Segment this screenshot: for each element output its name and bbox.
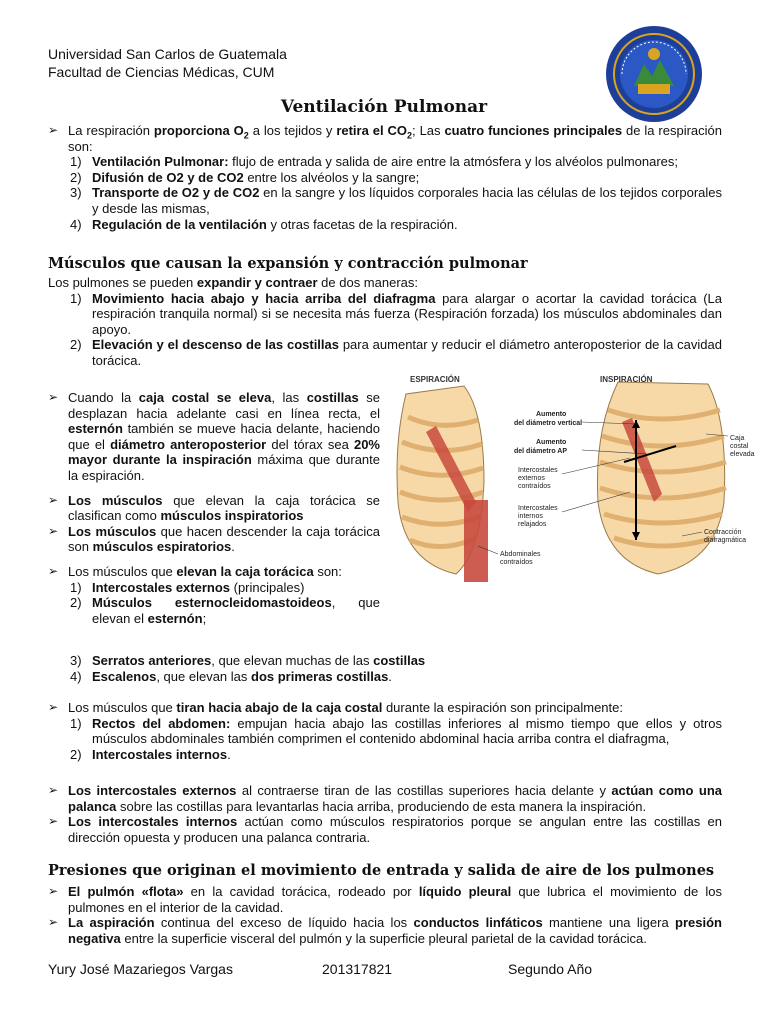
label-aumento-vertical: Aumento del diámetro vertical [514, 411, 583, 427]
arrow-bullet-icon: ➢ [48, 915, 59, 930]
footer-author: Yury José Mazariegos Vargas [48, 961, 233, 977]
inspiration-thorax-illustration [597, 375, 726, 574]
document-title: Ventilación Pulmonar [280, 97, 488, 117]
inspiration-label: INSPIRACIÓN [600, 375, 653, 384]
respiration-diagram [386, 362, 768, 592]
rib-elevation-bullets: ➢ Cuando la caja costal se eleva, las costillas se desplazan hacia adelante casi en línea recta, el esternón también se mueve hacia delante, haciendo que el diámetro anteroposterior del tórax sea 20% mayor durante la inspiración máxima que durante la espiración. ➢ Los músculos que elevan la caja torácica se clasifican como músculos inspiratorios ➢ Los músculos que hacen descender la caja torácica son músculos espiratorios. ➢ Los músculos que elevan la caja torácica son: 1) Intercostales externos (principales) 2) Músculos esternocleidomastoideos, que elevan el esternón; [48, 390, 381, 626]
list-item: 1) Ventilación Pulmonar: flujo de entrada y salida de aire entre la atmósfera y los alvéolos pulmonares; [70, 154, 679, 170]
arrow-bullet-icon: ➢ [48, 700, 59, 714]
document-header [48, 45, 287, 81]
list-item: 4) Regulación de la ventilación y otras facetas de la respiración. [70, 216, 458, 232]
list-item: 2) Difusión de O2 y de CO2 entre los alvéolos y la sangre; [70, 169, 420, 185]
expiration-label: ESPIRACIÓN [410, 375, 460, 384]
label-aumento-ap: Aumento del diámetro AP [514, 439, 568, 455]
arrow-bullet-icon: ➢ [48, 123, 59, 137]
list-item: 2) Intercostales internos. [70, 746, 231, 762]
faculty-name: Facultad de Ciencias Médicas, CUM [48, 64, 275, 80]
section-heading-muscles: Músculos que causan la expansión y contracción pulmonar [48, 255, 528, 272]
section-heading-pressures: Presiones que originan el movimiento de entrada y salida de aire de los pulmones [48, 862, 715, 879]
expiration-muscles-block: ➢ Los músculos que tiran hacia abajo de la caja costal durante la espiración son principalmente: 1) Rectos del abdomen: empujan hacia abajo las costillas inferiores al mismo tiempo que ellos y otros músculos abdominales también comprimen el contenido abdominal hacia arriba contra el diafragma, 2) Intercostales internos. [48, 700, 722, 762]
label-abdominales: Abdominales contraídos [500, 551, 541, 566]
arrow-bullet-icon: ➢ [48, 783, 59, 797]
list-item: 1) Rectos del abdomen: empujan hacia abajo las costillas inferiores al mismo tiempo que ellos y otros músculos abdominales también comprimen el contenido abdominal hacia arriba contra el diafragma, [70, 715, 722, 747]
label-intercostales-internos: Intercostales internos relajados [518, 505, 558, 528]
rib-elevation-list-cont [48, 653, 722, 684]
arrow-bullet-icon: ➢ [48, 523, 59, 538]
footer-year: Segundo Año [508, 961, 593, 977]
list-item: 2) Músculos esternocleidomastoideos, que elevan el esternón; [70, 595, 380, 626]
intro-paragraph: ➢ La respiración proporciona $O_2$ a los tejidos y retira el $CO_2$; Las cuatro funciones principales de la respiración son: 1) Ventilación Pulmonar: flujo de entrada y salida de aire entre la atmósfera y los alvéolos pulmonares; 2) Difusión de O2 y de CO2 entre los alvéolos y la sangre; 3) Transporte de O2 y de CO2 en la sangre y los líquidos corporales hacia las células de los tejidos corporales y desde las mismas, 4) Regulación de la ventilación y otras facetas de la respiración. [48, 123, 722, 232]
arrow-bullet-icon: ➢ [48, 884, 59, 898]
expiration-thorax-illustration [397, 375, 488, 582]
list-item: 3) Serratos anteriores, que elevan muchas de las costillas [70, 653, 426, 668]
arrow-bullet-icon: ➢ [48, 492, 59, 507]
list-item: 3) Transporte de O2 y de CO2 en la sangre y los líquidos corporales hacia las células de los tejidos corporales y desde las mismas, [70, 185, 722, 216]
muscles-intro: Los pulmones se pueden expandir y contraer de dos maneras: 1) Movimiento hacia abajo y hacia arriba del diafragma para alargar o acortar la cavidad torácica (La respiración tranquila normal) si se necesita más fuerza (Respiración forzada) los músculos abdominales dan apoyo. 2) Elevación y el descenso de las costillas para aumentar y reducir el diámetro anteroposterior de la cavidad torácica. [48, 275, 722, 368]
label-intercostales-externos: Intercostales externos contraídos [518, 467, 558, 490]
pressures-block: ➢ El pulmón «flota» en la cavidad torácica, rodeado por líquido pleural que lubrica el movimiento de los pulmones en el interior de la cavidad. ➢ La aspiración continua del exceso de líquido hacia los conductos linfáticos mantiene una ligera presión negativa entre la superficie visceral del pulmón y la superficie pleural parietal de la cavidad torácica. [48, 884, 723, 946]
label-contraccion: Contracción diafragmática [704, 529, 747, 544]
list-item: 1) Movimiento hacia abajo y hacia arriba del diafragma para alargar o acortar la cavidad torácica (La respiración tranquila normal) si se necesita más fuerza (Respiración forzada) los músculos abdominales dan apoyo. [70, 290, 722, 337]
university-name: Universidad San Carlos de Guatemala [48, 46, 287, 62]
list-item: 4) Escalenos, que elevan las dos primeras costillas. [70, 668, 392, 684]
list-item: 1) Intercostales externos (principales) [70, 579, 305, 595]
label-caja-costal: Caja costal elevada [730, 435, 755, 458]
intercostal-block: ➢ Los intercostales externos al contraerse tiran de las costillas superiores hacia delante y actúan como una palanca sobre las costillas para levantarlas hacia arriba, produciendo de esta manera la inspiración. ➢ Los intercostales internos actúan como músculos respiratorios porque se angulan entre las costillas en dirección opuesta y producen una palanca contraria. [48, 783, 722, 845]
arrow-bullet-icon: ➢ [48, 814, 59, 829]
list-item: 2) Elevación y el descenso de las costillas para aumentar y reducir el diámetro anteroposterior de la cavidad torácica. [70, 337, 722, 368]
footer-student-id: 201317821 [322, 961, 393, 977]
arrow-bullet-icon: ➢ [48, 563, 59, 578]
arrow-bullet-icon: ➢ [48, 390, 59, 404]
